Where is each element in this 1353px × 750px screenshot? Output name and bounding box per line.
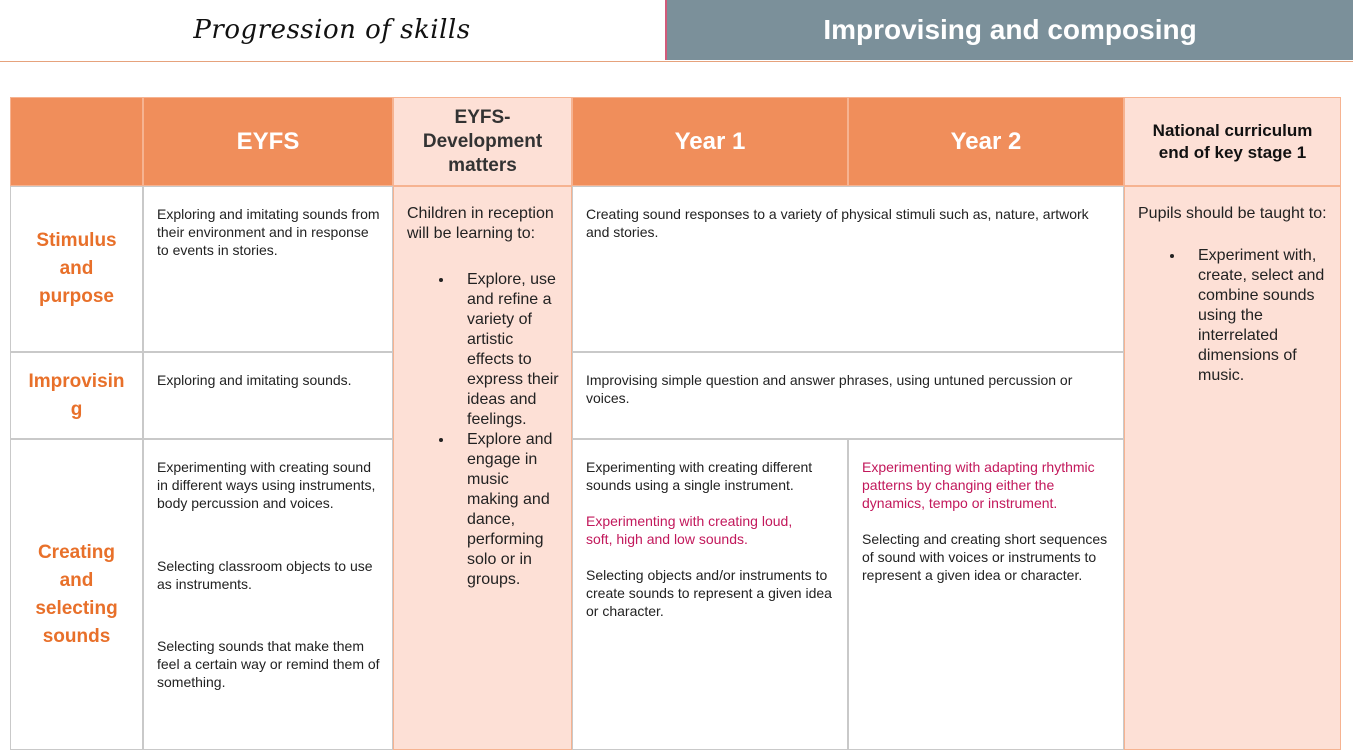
page-heading-progression: Progression of skills (193, 15, 471, 45)
year1-2-improvising-cell (572, 352, 1124, 439)
eyfs-development-intro: Children in reception will be learning to: (407, 205, 554, 242)
eyfs-improvising-text: Exploring and imitating sounds. (157, 372, 352, 388)
eyfs-stimulus-text: Exploring and imitating sounds from their environment and in response to events in stories. (157, 206, 380, 258)
column-header-eyfs-development: EYFS- Development matters (393, 97, 572, 186)
column-header-year2: Year 2 (848, 97, 1124, 186)
eyfs-development-cell (393, 186, 572, 750)
year1-2-stimulus-cell (572, 186, 1124, 352)
year1-creating-text-2: Experimenting with creating loud, soft, high and low sounds. (586, 513, 793, 547)
column-header-eyfs: EYFS (143, 97, 393, 186)
topic-title-bar: Improvising and composing (665, 0, 1353, 60)
year2-creating-text-2: Selecting and creating short sequences of sound with voices or instruments to represent a given idea or character. (862, 531, 1108, 583)
eyfs-stimulus-cell (143, 186, 393, 352)
column-header-national-curriculum: National curriculum end of key stage 1 (1124, 97, 1341, 186)
year1-2-improvising-text: Improvising simple question and answer phrases, using untuned percussion or voices. (586, 372, 1073, 406)
row-label-creating: Creating and selecting sounds (10, 439, 143, 750)
year1-2-stimulus-text: Creating sound responses to a variety of physical stimuli such as, nature, artwork and stories. (586, 206, 1089, 240)
title-divider (0, 61, 1353, 62)
national-curriculum-bullets (1138, 246, 1328, 386)
year1-creating-cell (572, 439, 848, 750)
year2-creating-cell (848, 439, 1124, 750)
eyfs-creating-text-2: Selecting classroom objects to use as instruments. (157, 558, 373, 592)
national-curriculum-bullet-1: • Experiment with, create, select and combine sounds using the interrelated dimensions of music. (1185, 246, 1328, 386)
eyfs-creating-text-1: Experimenting with creating sound in different ways using instruments, body percussion and voices. (157, 459, 376, 511)
eyfs-improvising-cell (143, 352, 393, 439)
row-label-improvising: Improvisin g (10, 352, 143, 439)
year2-creating-text-1: Experimenting with adapting rhythmic patterns by changing either the dynamics, tempo or instrument. (862, 459, 1095, 511)
column-header-year1: Year 1 (572, 97, 848, 186)
eyfs-development-bullets (407, 270, 559, 590)
row-label-stimulus: Stimulus and purpose (10, 186, 143, 352)
national-curriculum-intro: Pupils should be taught to: (1138, 205, 1327, 222)
eyfs-creating-text-3: Selecting sounds that make them feel a certain way or remind them of something. (157, 638, 380, 690)
header-corner-cell (10, 97, 143, 186)
eyfs-development-bullet-1: • Explore, use and refine a variety of artistic effects to express their ideas and feelings. (454, 270, 559, 430)
year1-creating-text-1: Experimenting with creating different sounds using a single instrument. (586, 459, 813, 493)
national-curriculum-cell (1124, 186, 1341, 750)
eyfs-development-bullet-2: • Explore and engage in music making and dance, performing solo or in groups. (454, 430, 559, 590)
year1-creating-text-3: Selecting objects and/or instruments to create sounds to represent a given idea or character. (586, 567, 832, 619)
eyfs-creating-cell (143, 439, 393, 750)
